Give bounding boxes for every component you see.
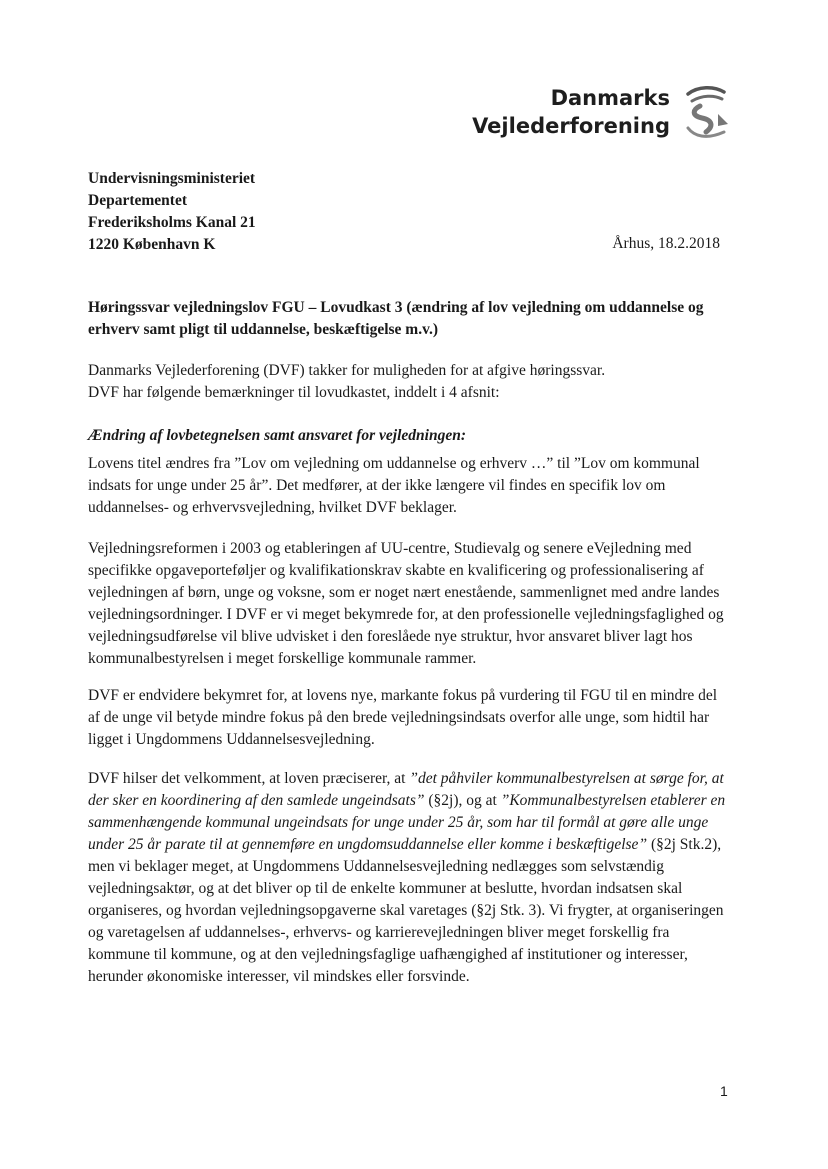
recipient-address — [88, 168, 256, 256]
recipient-line: Undervisningsministeriet — [88, 170, 256, 187]
organization-name-line2: Vejlederforening — [472, 114, 670, 138]
paragraph — [88, 453, 728, 519]
letter-date: Århus, 18.2.2018 — [612, 235, 720, 252]
subject-line: Høringssvar vejledningslov FGU – Lovudkast 3 (ændring af lov vejledning om uddannelse og erhverv samt pligt til uddannelse, beskæftigelse m.v.) — [88, 299, 704, 338]
organization-name — [472, 84, 670, 140]
paragraph — [88, 768, 728, 988]
recipient-line: Departementet — [88, 192, 187, 209]
intro-line: Danmarks Vejlederforening (DVF) takker for muligheden for at afgive høringssvar. — [88, 362, 606, 379]
paragraph-text: Vejledningsreformen i 2003 og etableringen af UU-centre, Studievalg og senere eVejledning med specifikke opgaveporteføljer og kvalifikationskrav skabte en kvalificering og professionalisering af vejledningen af børn, unge og voksne, som er noget nært enestående, sammenlignet med andre landes vejledningsordninger. I DVF er vi meget bekymrede for, at den professionelle vejledningsfaglighed og vejledningsudførelse vil blive udvisket i den foreslåede nye struktur, hvor ansvaret bliver lagt hos kommunalbestyrelsen i meget forskellige kommunale rammer. — [88, 540, 724, 667]
paragraph — [88, 538, 728, 670]
paragraph — [88, 685, 728, 751]
recipient-line: Frederiksholms Kanal 21 — [88, 214, 256, 231]
swirl-logo-icon — [680, 84, 732, 144]
paragraph-text: Lovens titel ændres fra ”Lov om vejledning om uddannelse og erhverv …” til ”Lov om kommunal indsats for unge under 25 år”. Det medfører, at der ikke længere vil findes en specifik lov om uddannelses- og erhvervsvejledning, hvilket DVF beklager. — [88, 455, 700, 516]
letterhead-logo — [472, 84, 740, 144]
page-number: 1 — [720, 1083, 728, 1099]
law-quote: ”det påhviler kommunalbestyrelsen at sørge for, at der sker en koordinering af den samlede ungeindsats” — [88, 770, 724, 809]
recipient-line: 1220 København K — [88, 236, 216, 253]
law-quote: ”Kommunalbestyrelsen etablerer en sammenhængende kommunal ungeindsats for unge under 25 år, som har til formål at gøre alle unge under 25 år parate til at gennemføre en ungdomsuddannelse eller komme i beskæftigelse” — [88, 792, 726, 853]
paragraph-text-run: DVF hilser det velkomment, at loven præciserer, at — [88, 770, 410, 787]
organization-name-line1: Danmarks — [550, 86, 670, 110]
section-heading: Ændring af lovbetegnelsen samt ansvaret for vejledningen: — [88, 427, 467, 444]
paragraph-text-run: (§2j Stk.2), men vi beklager meget, at Ungdommens Uddannelsesvejledning nedlægges som selvstændig vejledningsaktør, og at det bliver op til de enkelte kommuner at beslutte, hvordan indsatsen skal organiseres, og hvordan vejledningsopgaverne skal varetages (§2j Stk. 3). Vi frygter, at organiseringen og varetagelsen af uddannelses-, erhvervs- og karrierevejledningen bliver meget forskellig fra kommune til kommune, og at den vejledningsfaglige uafhængighed af institutioner og interesser, herunder økonomiske interesser, vil mindskes eller forsvinde. — [88, 836, 724, 985]
intro-paragraph — [88, 360, 728, 404]
paragraph-text-run: (§2j), og at — [424, 792, 501, 809]
intro-line: DVF har følgende bemærkninger til lovudkastet, inddelt i 4 afsnit: — [88, 384, 500, 401]
paragraph-text — [88, 768, 728, 988]
paragraph-text: DVF er endvidere bekymret for, at lovens nye, markante fokus på vurdering til FGU til en mindre del af de unge vil betyde mindre fokus på den brede vejledningsindsats overfor alle unge, som hidtil har ligget i Ungdommens Uddannelsesvejledning. — [88, 687, 718, 748]
